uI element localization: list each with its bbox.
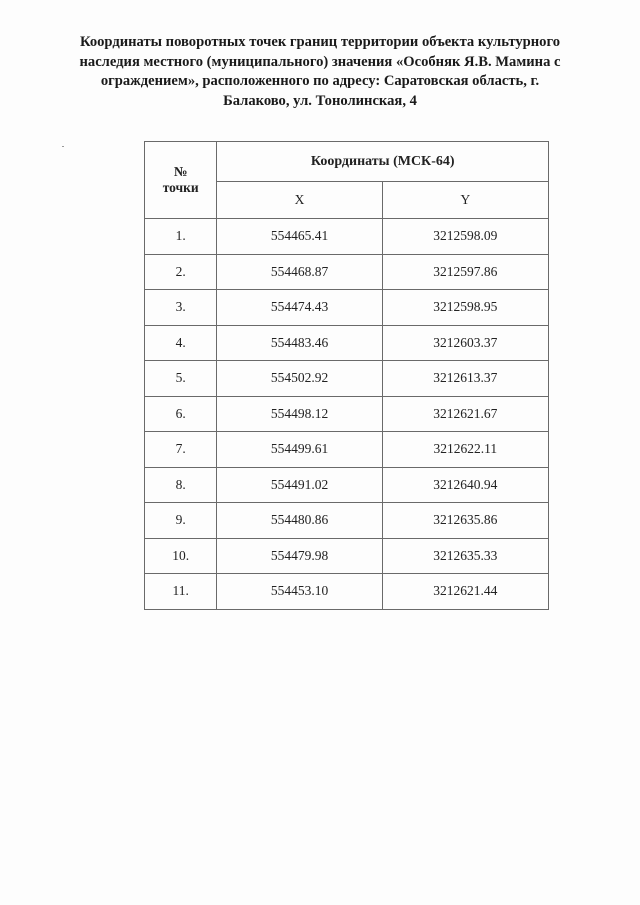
point-number-cell: 5.	[145, 361, 217, 397]
x-coordinate-cell: 554498.12	[217, 396, 382, 432]
y-coordinate-cell: 3212621.67	[382, 396, 548, 432]
point-number-header-symbol: №	[173, 164, 188, 179]
y-coordinate-cell: 3212603.37	[382, 325, 548, 361]
point-number-cell: 1.	[145, 219, 217, 255]
y-coordinate-cell: 3212613.37	[382, 361, 548, 397]
x-coordinate-cell: 554453.10	[217, 574, 382, 610]
title-line: наследия местного (муниципального) значения «Особняк Я.В. Мамина с	[79, 53, 561, 70]
point-number-cell: 7.	[145, 432, 217, 468]
point-number-header	[145, 142, 217, 219]
table-row	[145, 219, 549, 255]
title-line: Координаты поворотных точек границ территории объекта культурного	[79, 34, 561, 50]
x-coordinate-cell: 554483.46	[217, 325, 382, 361]
y-coordinate-cell: 3212598.95	[382, 290, 548, 326]
table-row	[145, 254, 549, 290]
x-coordinate-cell: 554480.86	[217, 503, 382, 539]
y-coordinate-cell: 3212597.86	[382, 254, 548, 290]
y-coordinate-cell: 3212622.11	[382, 432, 548, 468]
table-row	[145, 325, 549, 361]
y-coordinate-cell: 3212598.09	[382, 219, 548, 255]
x-coordinate-cell: 554479.98	[217, 538, 382, 574]
title-line: ограждением», расположенного по адресу: Саратовская область, г.	[100, 73, 540, 89]
table-row	[145, 290, 549, 326]
table-row	[145, 574, 549, 610]
x-column-header: X	[217, 182, 382, 219]
point-number-cell: 8.	[145, 467, 217, 503]
point-number-cell: 4.	[145, 325, 217, 361]
point-number-cell: 6.	[145, 396, 217, 432]
point-number-cell: 9.	[145, 503, 217, 539]
table-row	[145, 396, 549, 432]
y-coordinate-cell: 3212635.86	[382, 503, 548, 539]
point-number-header-label: точки	[162, 180, 199, 195]
x-coordinate-cell: 554491.02	[217, 467, 382, 503]
document-title	[70, 33, 570, 111]
table-row	[145, 432, 549, 468]
y-column-header: Y	[382, 182, 548, 219]
scan-speck	[62, 146, 64, 147]
x-coordinate-cell: 554502.92	[217, 361, 382, 397]
coordinates-table	[144, 141, 549, 610]
table-body	[145, 219, 549, 610]
y-coordinate-cell: 3212621.44	[382, 574, 548, 610]
coordinates-group-header: Координаты (МСК-64)	[217, 142, 549, 182]
table-row	[145, 467, 549, 503]
point-number-cell: 2.	[145, 254, 217, 290]
x-coordinate-cell: 554474.43	[217, 290, 382, 326]
y-coordinate-cell: 3212640.94	[382, 467, 548, 503]
table-header-row	[145, 142, 549, 182]
x-coordinate-cell: 554468.87	[217, 254, 382, 290]
point-number-cell: 3.	[145, 290, 217, 326]
point-number-cell: 11.	[145, 574, 217, 610]
x-coordinate-cell: 554465.41	[217, 219, 382, 255]
table-row	[145, 503, 549, 539]
point-number-cell: 10.	[145, 538, 217, 574]
table-row	[145, 538, 549, 574]
x-coordinate-cell: 554499.61	[217, 432, 382, 468]
y-coordinate-cell: 3212635.33	[382, 538, 548, 574]
table-row	[145, 361, 549, 397]
title-line: Балаково, ул. Тонолинская, 4	[223, 92, 417, 109]
